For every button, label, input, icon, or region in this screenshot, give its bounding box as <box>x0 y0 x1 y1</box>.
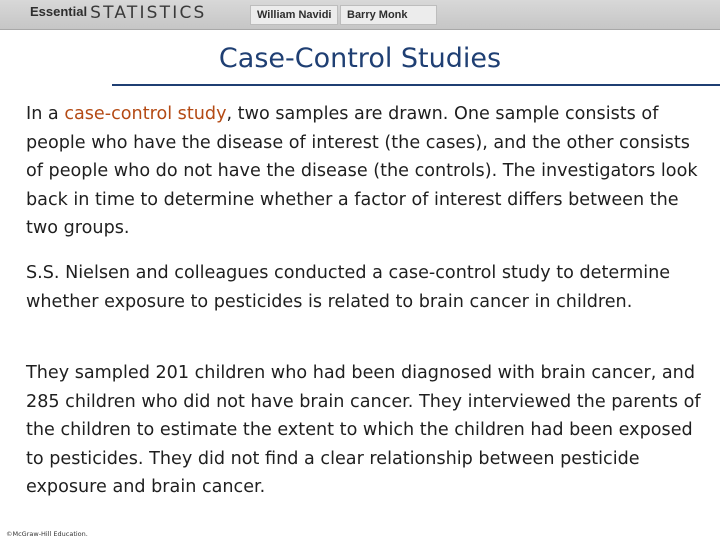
paragraph-definition-rest: , two samples are drawn. One sample consists of people who have the disease of interest (the cases), and the other consists of people who do not have the disease (the controls). The investigators look back in time to determine whether a factor of interest differs between the two groups. <box>26 104 698 239</box>
author-william-navidi: William Navidi <box>250 5 338 25</box>
footer-copyright: ©McGraw-Hill Education. <box>6 530 88 538</box>
author-barry-monk: Barry Monk <box>340 5 437 25</box>
slide-title: Case-Control Studies <box>218 43 502 74</box>
paragraph-study-results: They sampled 201 children who had been diagnosed with brain cancer, and 285 children who did not have brain cancer. They interviewed the parents of the children to estimate the extent to which the children had been exposed to pesticides. They did not find a clear relationship between pesticide exposure and brain cancer. <box>26 363 701 498</box>
brand-main: STATISTICS <box>90 3 207 23</box>
paragraph-definition-lead: In a <box>26 104 65 124</box>
term-case-control-study: case-control study <box>64 104 227 124</box>
paragraph-study-intro: S.S. Nielsen and colleagues conducted a case-control study to determine whether exposure to pesticides is related to brain cancer in children. <box>26 263 671 312</box>
title-underline <box>112 84 720 86</box>
paragraph-definition <box>26 100 706 243</box>
brand-logo <box>30 3 207 23</box>
header-bar <box>0 0 720 30</box>
brand-prefix: Essential <box>30 4 88 19</box>
